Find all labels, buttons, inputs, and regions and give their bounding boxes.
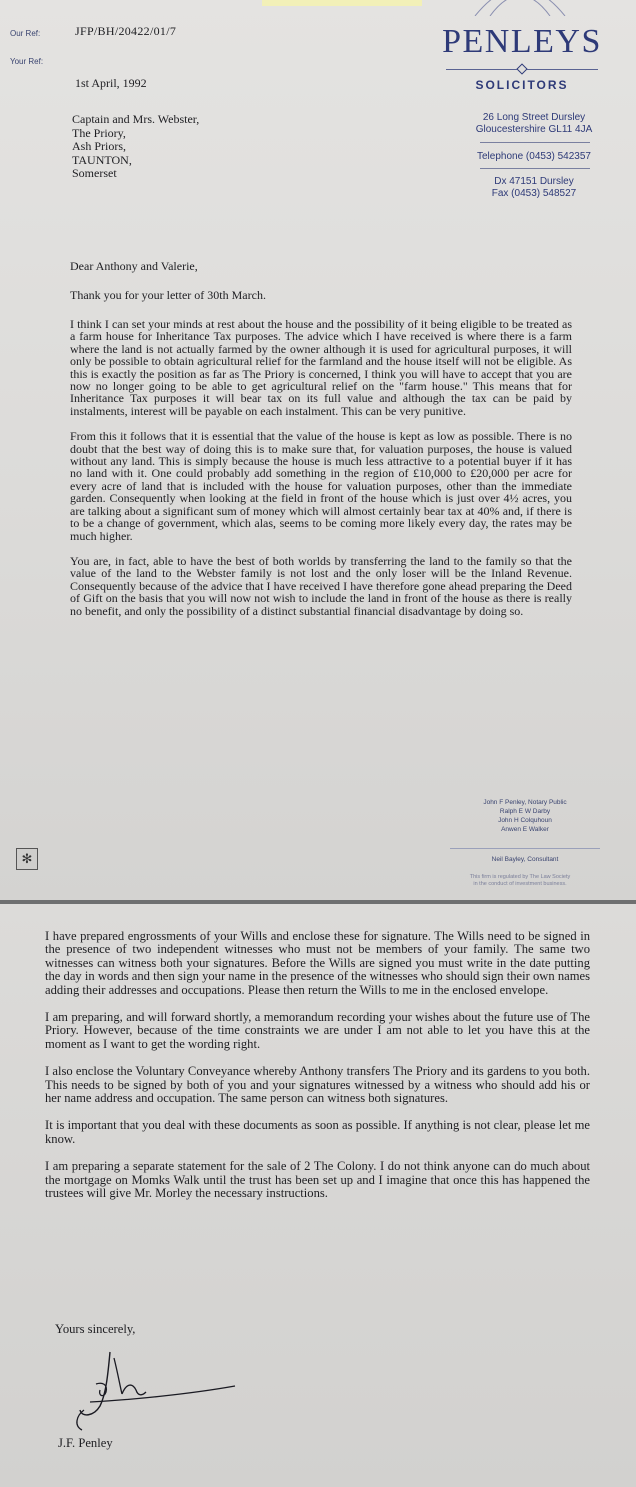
body-paragraph: I also enclose the Voluntary Conveyance whereby Anthony transfers The Priory and its gardens to you both. This needs to be signed by both of you and your signatures witnessed by a witness who should add his or her name address and occupation. The same person can witness both signatures.	[45, 1064, 590, 1106]
regulation-note-line: This firm is regulated by The Law Society	[469, 874, 571, 880]
recipient-line: Somerset	[72, 166, 117, 180]
consultant-name: Neil Bayley, Consultant	[450, 848, 600, 864]
firm-fax: Fax (0453) 548527	[491, 188, 577, 199]
closing: Yours sincerely,	[55, 1322, 136, 1336]
letterhead-divider	[446, 64, 598, 74]
partner-name: John F Penley, Notary Public	[483, 799, 567, 806]
diamond-icon	[516, 63, 527, 74]
handwritten-signature	[70, 1344, 250, 1434]
opening-line: Thank you for your letter of 30th March.	[70, 288, 266, 302]
our-ref-value: JFP/BH/20422/01/7	[75, 24, 177, 38]
body-paragraph: It is important that you deal with these documents as soon as possible. If anything is not clear, please let me know.	[45, 1118, 590, 1146]
partners-list	[440, 798, 610, 834]
firm-dx-fax	[442, 176, 626, 200]
firm-address-line: 26 Long Street Dursley	[482, 112, 586, 123]
partner-name: Anwen E Walker	[501, 826, 549, 833]
body-paragraph: I think I can set your minds at rest about the house and the possibility of it being eligible to be treated as a farm house for Inheritance Tax purposes. The advice which I have received is where there is a farm where the land is not actually farmed by the owner although it is used for agricultural purposes, it will only be possible to obtain agricultural relief for the farmland and the house itself will not be eligible. As this is exactly the position as far as The Priory is concerned, I think you will have to accept that you are now no longer going to be able to get agricultural relief on the "farm house." This means that for Inheritance Tax purposes it will bear tax on its full value and although the tax can be paid by instalments, interest will be payable on each instalment. This can be very punitive.	[70, 317, 572, 418]
page1-body	[70, 318, 572, 630]
firm-address-line: Gloucestershire GL11 4JA	[475, 124, 593, 135]
your-ref-label: Your Ref:	[10, 57, 44, 66]
our-ref-label: Our Ref:	[10, 29, 41, 38]
partner-name: Ralph E W Darby	[499, 808, 551, 815]
body-paragraph: You are, in fact, able to have the best of both worlds by transferring the land to the family so that the value of the land to the Webster family is not lost and the only loser will be the Inland Revenue. Consequently because of the advice that I have received I have therefore gone ahead preparing the Deed of Gift on the basis that you will now not wish to include the land in front of the house as there is really no benefit, and only the possibility of a distinct substantial financial disadvantage by doing so.	[70, 553, 572, 618]
firm-address	[442, 112, 626, 136]
body-paragraph: I am preparing a separate statement for the sale of 2 The Colony. I do not think anyone can do much about the mortgage on Momks Walk until the trust has been set up and I imagine that once this has happened the trustees will give Mr. Morley the necessary instructions.	[45, 1159, 590, 1201]
law-society-logo-icon: ✻	[16, 848, 38, 870]
recipient-line: Captain and Mrs. Webster,	[72, 112, 200, 126]
regulation-note-line: in the conduct of investment business.	[473, 881, 567, 887]
body-paragraph: I am preparing, and will forward shortly, a memorandum recording your wishes about the future use of The Priory. However, because of the time constraints we are under I am not able to let you have this at the moment as I want to get the wording right.	[45, 1010, 590, 1051]
recipient-line: TAUNTON,	[72, 152, 132, 167]
firm-telephone: Telephone (0453) 542357	[477, 151, 591, 162]
recipient-line: Ash Priors,	[72, 139, 127, 153]
contact-divider	[480, 142, 590, 143]
body-paragraph: I have prepared engrossments of your Wills and enclose these for signature. The Wills need to be signed in the presence of two independent witnesses who must not be members of your family. The same two witnesses can witness both your signatures. Before the Wills are signed you must write in the date putting the day in words and then sign your name in the presence of the witnesses who should sign their own names adding their addresses and occupations. Please then return the Wills to me in the enclosed envelope.	[45, 929, 590, 997]
recipient-line: The Priory,	[72, 125, 126, 140]
firm-dx: Dx 47151 Dursley	[494, 176, 574, 187]
letterhead-arch-ornament	[470, 0, 570, 16]
signatory-name: J.F. Penley	[58, 1436, 113, 1450]
recipient-address	[72, 113, 199, 181]
page2-body	[45, 930, 590, 1215]
letter-page-2	[0, 904, 636, 1487]
regulation-note	[430, 874, 610, 888]
body-paragraph: From this it follows that it is essential that the value of the house is kept as low as possible. There is no doubt that the best way of doing this is to make sure that, for valuation purposes, the house is valued without any land. This is simply because the house is much less attractive to a potential buyer if it has no land with it. One could probably add something in the region of £10,000 to £20,000 per acre for every acre of land that is included with the house for valuation purposes, other than the immediate garden. Consequently when looking at the field in front of the house which is just over 4½ acres, you are talking about a significant sum of money which will almost certainly bear tax at 40% and, if there is to be a change of government, which alas, seems to be coming more likely every day, the rates may be much higher.	[70, 429, 572, 543]
firm-name: PENLEYS	[442, 23, 602, 60]
contact-divider	[480, 168, 590, 169]
firm-letterhead	[420, 22, 624, 92]
paper-tab	[262, 0, 422, 6]
salutation: Dear Anthony and Valerie,	[70, 259, 198, 273]
letter-date: 1st April, 1992	[75, 76, 147, 90]
firm-type: SOLICITORS	[475, 78, 569, 92]
partner-name: John H Colquhoun	[498, 817, 552, 824]
